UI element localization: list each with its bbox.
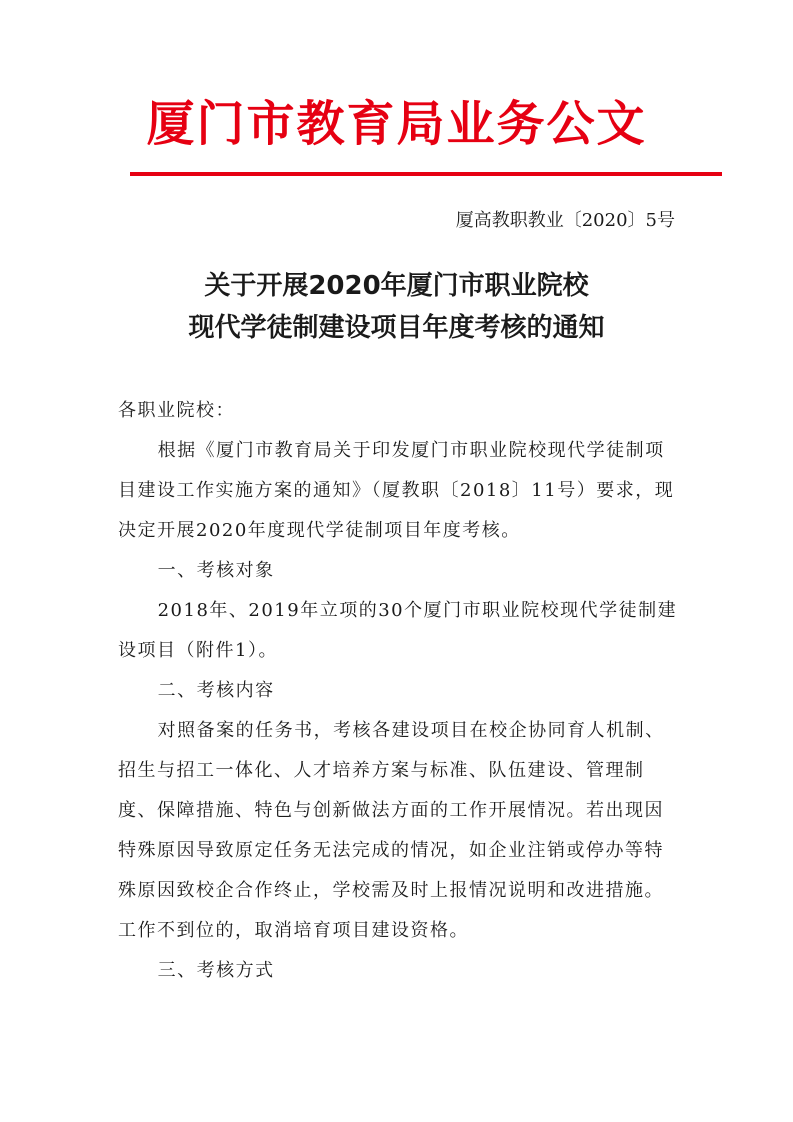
section-heading-3: 三、考核方式 <box>157 960 275 981</box>
section-body-1: 2018年、2019年立项的30个厦门市职业院校现代学徒制建设项目（附件1）。 <box>118 600 678 661</box>
red-divider-line <box>130 172 722 176</box>
salutation: 各职业院校： <box>118 400 235 421</box>
intro-paragraph: 根据《厦门市教育局关于印发厦门市职业院校现代学徒制项目建设工作实施方案的通知》（厦教职〔2018〕11号）要求，现决定开展2020年度现代学徒制项目年度考核。 <box>118 440 675 541</box>
section-heading-1: 一、考核对象 <box>157 560 275 581</box>
section-body-2: 对照备案的任务书，考核各建设项目在校企协同育人机制、招生与招工一体化、人才培养方案与标准、队伍建设、管理制度、保障措施、特色与创新做法方面的工作开展情况。若出现因特殊原因导致原定任务无法完成的情况，如企业注销或停办等特殊原因致校企合作终止，学校需及时上报情况说明和改进措施。工作不到位的，取消培育项目建设资格。 <box>118 720 665 941</box>
document-title-line-1: 关于开展2020年厦门市职业院校 <box>204 271 589 301</box>
masthead-title: 厦门市教育局业务公文 <box>146 96 647 152</box>
document-title-line-2: 现代学徒制建设项目年度考核的通知 <box>188 313 605 343</box>
document-body <box>118 431 678 991</box>
document-number: 厦高教职教业〔2020〕5号 <box>455 210 675 231</box>
section-heading-2: 二、考核内容 <box>157 680 275 701</box>
